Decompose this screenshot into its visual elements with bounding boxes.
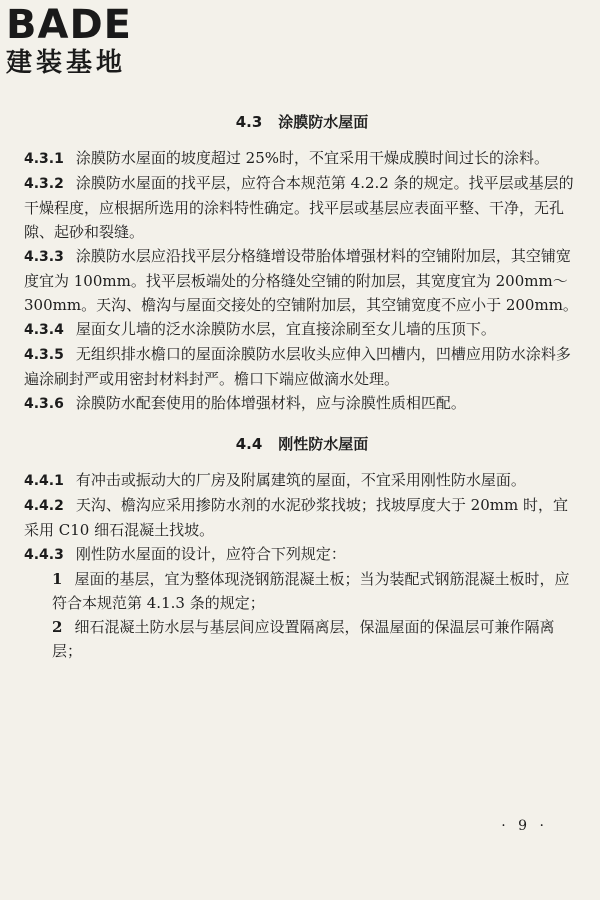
clause-4-3-4 [24, 317, 580, 342]
clause-number: 4.3.4 [24, 322, 64, 338]
page-number: · 9 · [501, 818, 548, 834]
clause-4-3-6 [24, 391, 580, 416]
clause-4-3-2 [24, 171, 580, 244]
item-text: 细石混凝土防水层与基层间应设置隔离层，保温屋面的保温层可兼作隔离层； [52, 618, 555, 660]
item-number: 1 [52, 570, 63, 588]
clause-number: 4.3.1 [24, 151, 64, 167]
clause-number: 4.3.5 [24, 347, 64, 363]
clause-text: 涂膜防水配套使用的胎体增强材料，应与涂膜性质相匹配。 [75, 394, 466, 412]
section-title: 刚性防水屋面 [278, 435, 369, 453]
clause-4-4-2 [24, 493, 580, 542]
item-text: 屋面的基层，宜为整体现浇钢筋混凝土板；当为装配式钢筋混凝土板时，应符合本规范第 4.1.3 条的规定； [52, 570, 570, 612]
list-item-1 [24, 567, 580, 615]
clause-text: 涂膜防水屋面的找平层，应符合本规范第 4.2.2 条的规定。找平层或基层的干燥程度，应根据所选用的涂料特性确定。找平层或基层应表面平整、干净，无孔隙、起砂和裂缝。 [24, 174, 574, 241]
section-title: 涂膜防水屋面 [278, 113, 369, 131]
list-item-2 [24, 615, 580, 663]
section-number: 4.3 [235, 113, 263, 131]
clause-text: 有冲击或振动大的厂房及附属建筑的屋面，不宜采用刚性防水屋面。 [75, 471, 526, 489]
clause-4-3-1 [24, 146, 580, 171]
clause-number: 4.4.3 [24, 547, 64, 563]
clause-4-4-1 [24, 468, 580, 493]
clause-text: 无组织排水檐口的屋面涂膜防水层收头应伸入凹槽内，凹槽应用防水涂料多遍涂刷封严或用密封材料封严。檐口下端应做滴水处理。 [24, 345, 571, 388]
clause-4-4-3 [24, 542, 580, 567]
bade-logo [6, 4, 176, 78]
clause-text: 屋面女儿墙的泛水涂膜防水层，宜直接涂刷至女儿墙的压顶下。 [75, 320, 496, 338]
clause-number: 4.4.1 [24, 473, 64, 489]
document-page [24, 110, 580, 663]
clause-text: 涂膜防水层应沿找平层分格缝增设带胎体增强材料的空铺附加层，其空铺宽度宜为 100mm。找平层板端处的分格缝处空铺的附加层，其宽度宜为 200mm～300mm。天沟、檐沟与屋面交接处的空铺附加层，其空铺宽度不应小于 200mm。 [24, 247, 578, 314]
clause-number: 4.4.2 [24, 498, 64, 514]
clause-4-3-5 [24, 342, 580, 391]
clause-4-3-3 [24, 244, 580, 317]
section-heading-4-3 [24, 110, 580, 134]
clause-text: 刚性防水屋面的设计，应符合下列规定： [75, 545, 346, 563]
item-number: 2 [52, 618, 63, 636]
clause-text: 天沟、檐沟应采用掺防水剂的水泥砂浆找坡；找坡厚度大于 20mm 时，宜采用 C10 细石混凝土找坡。 [24, 496, 568, 539]
clause-number: 4.3.6 [24, 396, 64, 412]
logo-wordmark: BADE [6, 2, 132, 48]
section-number: 4.4 [235, 435, 263, 453]
clause-number: 4.3.2 [24, 176, 64, 192]
logo-subtitle: 建装基地 [6, 48, 127, 78]
clause-text: 涂膜防水屋面的坡度超过 25%时，不宜采用干燥成膜时间过长的涂料。 [75, 149, 549, 167]
spacer [24, 416, 580, 432]
clause-number: 4.3.3 [24, 249, 64, 265]
section-heading-4-4 [24, 432, 580, 456]
